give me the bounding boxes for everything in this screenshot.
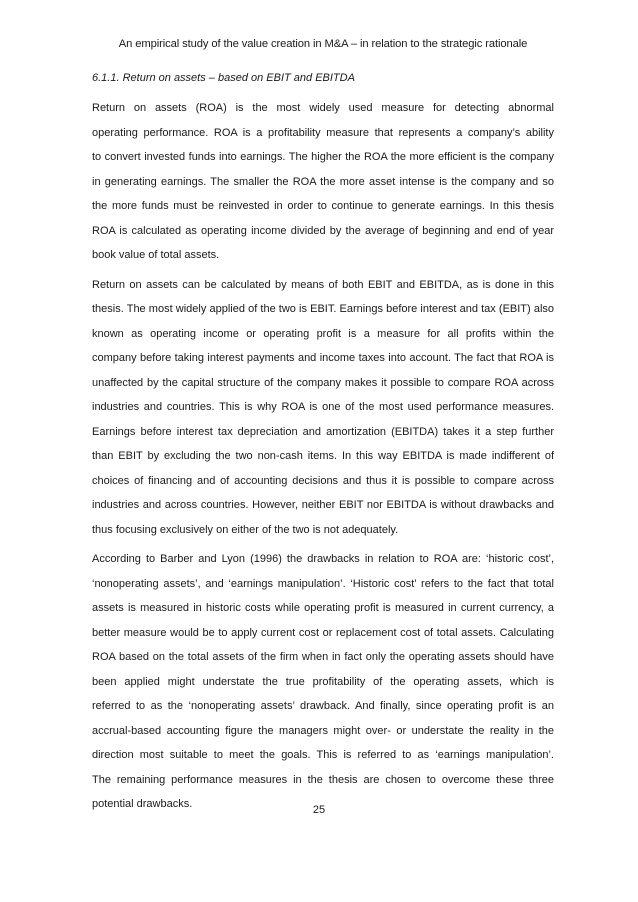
text-line: choices of financing and of accounting decisions and thus it is possible to compare across [92,474,554,487]
text-line: thesis. The most widely applied of the two is EBIT. Earnings before interest and tax (EBIT) also [92,303,554,315]
text-line: The remaining performance measures in the thesis are chosen to overcome these three [92,773,554,786]
text-line: operating performance. ROA is a profitability measure that represents a company’s ability [92,126,554,139]
text-line: According to Barber and Lyon (1996) the drawbacks in relation to ROA are: ‘historic cost’, [92,553,554,565]
text-line: potential drawbacks. [92,798,193,810]
paragraph-2 [92,273,554,543]
text-line: known as operating income or operating profit is a measure for all profits within the [92,327,554,340]
text-line: industries and across countries. However, neither EBIT nor EBITDA is without drawbacks and [92,499,554,511]
paragraph-1 [92,96,554,268]
text-line: Return on assets can be calculated by means of both EBIT and EBITDA, as is done in this [92,278,554,291]
page-number: 25 [312,804,326,816]
text-line: the more funds must be reinvested in order to continue to generate earnings. In this thesis [92,200,554,212]
page-body [92,69,554,822]
text-line: thus focusing exclusively on either of the two is not adequately. [92,523,399,536]
text-line: accrual-based accounting figure the managers might over- or understate the reality in the [92,724,554,737]
text-line: than EBIT by excluding the two non-cash items. In this way EBITDA is made indifferent of [92,450,554,462]
text-line: ‘nonoperating assets’, and ‘earnings manipulation’. ‘Historic cost’ refers to the fact that total [92,577,554,590]
text-line: book value of total assets. [92,249,220,261]
text-line: unaffected by the capital structure of the company makes it possible to compare ROA across [92,376,554,389]
text-line: ROA based on the total assets of the firm when in fact only the operating assets should have [92,651,554,663]
text-line: Earnings before interest tax depreciation and amortization (EBITDA) takes it a step further [92,425,554,438]
text-line: company before taking interest payments and income taxes into account. The fact that ROA is [92,352,554,364]
section-heading: 6.1.1. Return on assets – based on EBIT and EBITDA [92,72,355,84]
text-line: been applied might understate the true profitability of the operating assets, which is [92,675,554,688]
text-line: better measure would be to apply current cost or replacement cost of total assets. Calculating [92,626,554,639]
text-line: Return on assets (ROA) is the most widely used measure for detecting abnormal [92,102,554,114]
text-line: ROA is calculated as operating income divided by the average of beginning and end of year [92,224,554,237]
paragraph-3 [92,547,554,817]
text-line: to convert invested funds into earnings. The higher the ROA the more efficient is the company [92,151,554,163]
text-line: industries and countries. This is why ROA is one of the most used performance measures. [92,401,554,413]
text-line: in generating earnings. The smaller the ROA the more asset intense is the company and so [92,175,554,188]
text-line: referred to as the ‘nonoperating assets’ drawback. And finally, since operating profit is an [92,700,554,712]
running-header: An empirical study of the value creation in M&A – in relation to the strategic rationale [118,38,528,50]
text-line: assets is measured in historic costs while operating profit is measured in current currency, a [92,602,554,614]
text-line: direction most suitable to meet the goals. This is referred to as ‘earnings manipulation’. [92,749,554,761]
